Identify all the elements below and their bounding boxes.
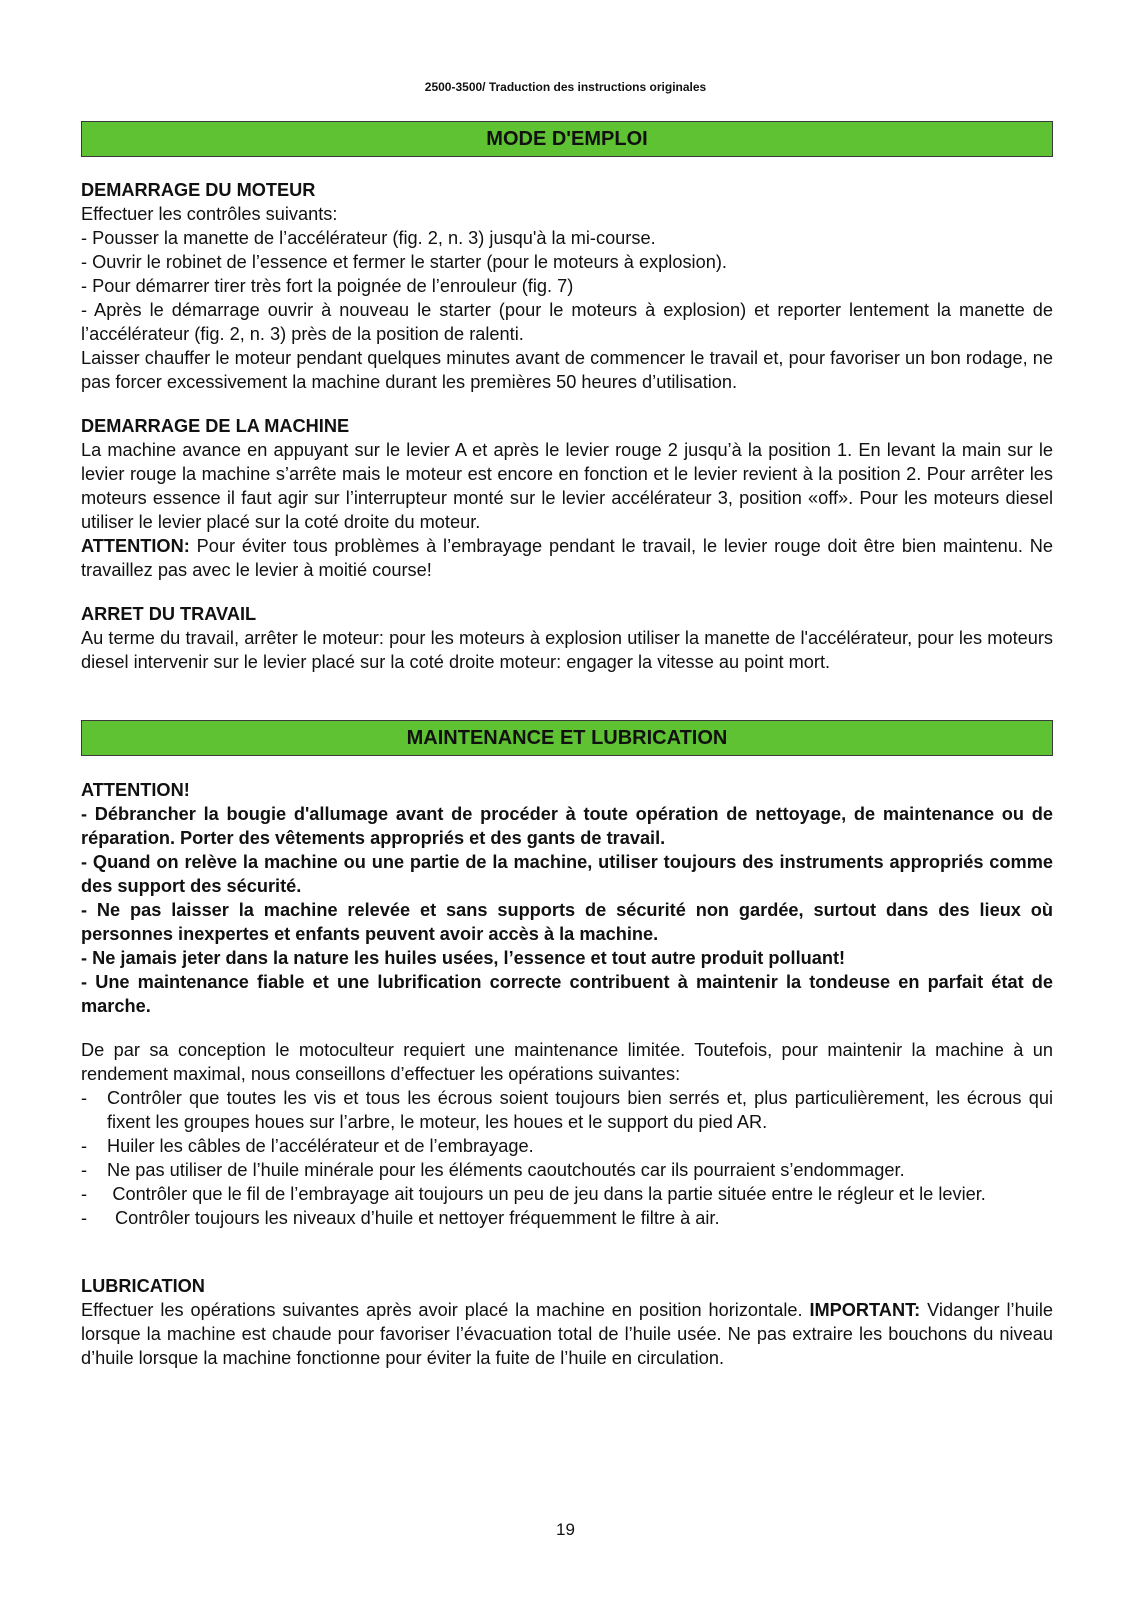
page-number: 19 bbox=[556, 1520, 575, 1539]
attention-label: ATTENTION: bbox=[81, 536, 190, 556]
list-item bbox=[81, 1158, 1053, 1182]
list-item-text: Contrôler toujours les niveaux d’huile et nettoyer fréquemment le filtre à air. bbox=[115, 1208, 720, 1228]
list-item-text: Contrôler que toutes les vis et tous les écrous soient toujours bien serrés et, plus particulièrement, les écrous qui fixent les groupes houes sur l’arbre, le moteur, les houes et le support du pied AR. bbox=[107, 1088, 1053, 1132]
list-dash: - bbox=[81, 1136, 88, 1156]
section-title: DEMARRAGE DE LA MACHINE bbox=[81, 416, 350, 436]
list-item bbox=[81, 1134, 1053, 1158]
paragraph-text: Effectuer les opérations suivantes après avoir placé la machine en position horizontale. bbox=[81, 1300, 810, 1320]
paragraph: - Après le démarrage ouvrir à nouveau le starter (pour le moteurs à explosion) et reporter lentement la manette de l’accélérateur (fig. 2, n. 3) près de la position de ralenti. bbox=[81, 300, 1053, 344]
list-dash: - bbox=[81, 1088, 88, 1108]
section-lubrication bbox=[81, 1274, 1053, 1370]
list-item-text: Ne pas utiliser de l’huile minérale pour les éléments caoutchoutés car ils pourraient s’endommager. bbox=[107, 1160, 905, 1180]
section-demarrage-moteur bbox=[81, 178, 1053, 394]
paragraph: La machine avance en appuyant sur le levier A et après le levier rouge 2 jusqu’à la position 1. En levant la main sur le levier rouge la machine s’arrête mais le moteur est encore en fonction et le levier revient à la position 2. Pour arrêter les moteurs essence il faut agir sur l’interrupteur monté sur le levier accélérateur 3, position «off». Pour les moteurs diesel utiliser le levier placé sur la coté droite du moteur. bbox=[81, 440, 1053, 532]
list-item: - Contrôler que le fil de l’embrayage ait toujours un peu de jeu dans la partie située entre le régleur et le levier. bbox=[81, 1184, 986, 1204]
warning-item: - Une maintenance fiable et une lubrification correcte contribuent à maintenir la tondeuse en parfait état de marche. bbox=[81, 972, 1053, 1016]
section-title: ATTENTION! bbox=[81, 780, 190, 800]
section-title: DEMARRAGE DU MOTEUR bbox=[81, 180, 316, 200]
warning-item: - Débrancher la bougie d'allumage avant de procéder à toute opération de nettoyage, de maintenance ou de réparation. Porter des vêtements appropriés et des gants de travail. bbox=[81, 804, 1053, 848]
list-dash: - bbox=[81, 1208, 88, 1228]
section-maintenance-list bbox=[81, 1038, 1053, 1230]
list-item-text: Huiler les câbles de l’accélérateur et de l’embrayage. bbox=[107, 1136, 534, 1156]
paragraph-text: Vidanger l’huile lorsque la machine est chaude pour favoriser l’évacuation total de l’huile usée. Ne pas extraire les bouchons du niveau d’huile lorsque la machine fonctionne pour éviter la fuite de l’huile en circulation. bbox=[81, 1300, 1054, 1368]
section-demarrage-machine bbox=[81, 414, 1053, 582]
paragraph: Au terme du travail, arrêter le moteur: pour les moteurs à explosion utiliser la manette de l'accélérateur, pour les moteurs diesel intervenir sur le levier placé sur la coté droite moteur: engager la vitesse au point mort. bbox=[81, 628, 1053, 672]
paragraph: - Pour démarrer tirer très fort la poignée de l’enrouleur (fig. 7) bbox=[81, 276, 574, 296]
list-item bbox=[81, 1086, 1053, 1134]
section-title: LUBRICATION bbox=[81, 1276, 205, 1296]
paragraph: - Ouvrir le robinet de l’essence et fermer le starter (pour le moteurs à explosion). bbox=[81, 252, 727, 272]
warning-item: - Ne jamais jeter dans la nature les huiles usées, l’essence et tout autre produit polluant! bbox=[81, 948, 846, 968]
section-arret-travail bbox=[81, 602, 1053, 674]
attention-paragraph bbox=[81, 534, 1053, 582]
paragraph: Effectuer les contrôles suivants: bbox=[81, 204, 338, 224]
section-attention-warnings bbox=[81, 778, 1053, 1018]
paragraph bbox=[81, 1298, 1053, 1370]
warning-item: - Ne pas laisser la machine relevée et sans supports de sécurité non gardée, surtout dans des lieux où personnes inexpertes et enfants peuvent avoir accès à la machine. bbox=[81, 900, 1053, 944]
attention-text: Pour éviter tous problèmes à l’embrayage pendant le travail, le levier rouge doit être bien maintenu. Ne travaillez pas avec le levier à moitié course! bbox=[81, 536, 1053, 580]
paragraph: Laisser chauffer le moteur pendant quelques minutes avant de commencer le travail et, pour favoriser un bon rodage, ne pas forcer excessivement la machine durant les premières 50 heures d’utilisation. bbox=[81, 348, 1053, 392]
paragraph: - Pousser la manette de l’accélérateur (fig. 2, n. 3) jusqu'à la mi-course. bbox=[81, 228, 656, 248]
document-header: 2500-3500/ Traduction des instructions originales bbox=[424, 80, 707, 94]
paragraph: De par sa conception le motoculteur requiert une maintenance limitée. Toutefois, pour maintenir la machine à un rendement maximal, nous conseillons d’effectuer les opérations suivantes: bbox=[81, 1040, 1053, 1084]
list-item bbox=[81, 1206, 1053, 1230]
section-title: ARRET DU TRAVAIL bbox=[81, 604, 257, 624]
important-label: IMPORTANT: bbox=[809, 1300, 921, 1320]
list-dash: - bbox=[81, 1160, 88, 1180]
warning-item: - Quand on relève la machine ou une partie de la machine, utiliser toujours des instruments appropriés comme des support des sécurité. bbox=[81, 852, 1053, 896]
section-banner-mode-emploi: MODE D'EMPLOI bbox=[81, 121, 1053, 157]
section-banner-maintenance: MAINTENANCE ET LUBRICATION bbox=[81, 720, 1053, 756]
